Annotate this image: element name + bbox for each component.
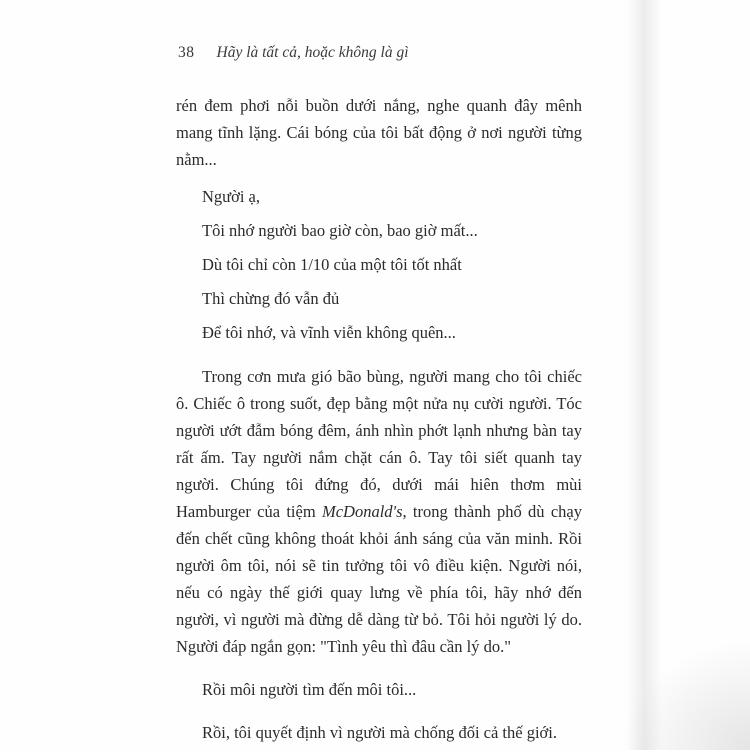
poem-line: Người ạ,	[202, 183, 582, 217]
poem-line: Tôi nhớ người bao giờ còn, bao giờ mất...	[202, 217, 582, 251]
paragraph-text: , trong thành phố dù chạy đến chết cũng không thoát khỏi ánh sáng của văn minh. Rồi người ôm tôi, nói sẽ tin tưởng tôi vô điều kiện. Người nói, nếu có ngày thế giới quay lưng về phía tôi, hãy nhớ đến người, vì người mà đừng dễ dàng từ bỏ. Tôi hỏi người lý do. Người đáp ngắn gọn: "Tình yêu thì đâu cần lý do."	[176, 502, 582, 656]
paragraph-text: Trong cơn mưa gió bão bùng, người mang cho tôi chiếc ô. Chiếc ô trong suốt, đẹp bằng một nửa nụ cười người. Tóc người ướt đẫm bóng đêm, ánh nhìn phớt lạnh nhưng bàn tay rất ấm. Tay người nắm chặt cán ô. Tay tôi siết quanh tay người. Chúng tôi đứng đó, dưới mái hiên thơm mùi Hamburger của tiệm	[176, 367, 582, 521]
page-crease-shadow	[626, 0, 662, 750]
poem-line: Dù tôi chỉ còn 1/10 của một tôi tốt nhất	[202, 251, 582, 285]
page-header	[178, 44, 582, 62]
paragraph-short: Rồi, tôi quyết định vì người mà chống đối cả thế giới.	[176, 719, 582, 746]
paragraph-main	[176, 363, 582, 660]
book-title: Hãy là tất cả, hoặc không là gì	[217, 44, 409, 61]
page-corner-shadow	[610, 630, 750, 750]
poem-line: Thì chừng đó vẫn đủ	[202, 285, 582, 319]
page-body	[176, 92, 582, 756]
poem-block	[176, 183, 582, 353]
paragraph-continuation: rén đem phơi nỗi buồn dưới nắng, nghe quanh đây mênh mang tĩnh lặng. Cái bóng của tôi bất động ở nơi người từng nằm...	[176, 92, 582, 173]
brand-name-italic: McDonald's	[322, 502, 403, 521]
page-number: 38	[178, 44, 195, 62]
poem-line: Để tôi nhớ, và vĩnh viễn không quên...	[202, 319, 582, 353]
paragraph-short: Rồi môi người tìm đến môi tôi...	[176, 676, 582, 703]
